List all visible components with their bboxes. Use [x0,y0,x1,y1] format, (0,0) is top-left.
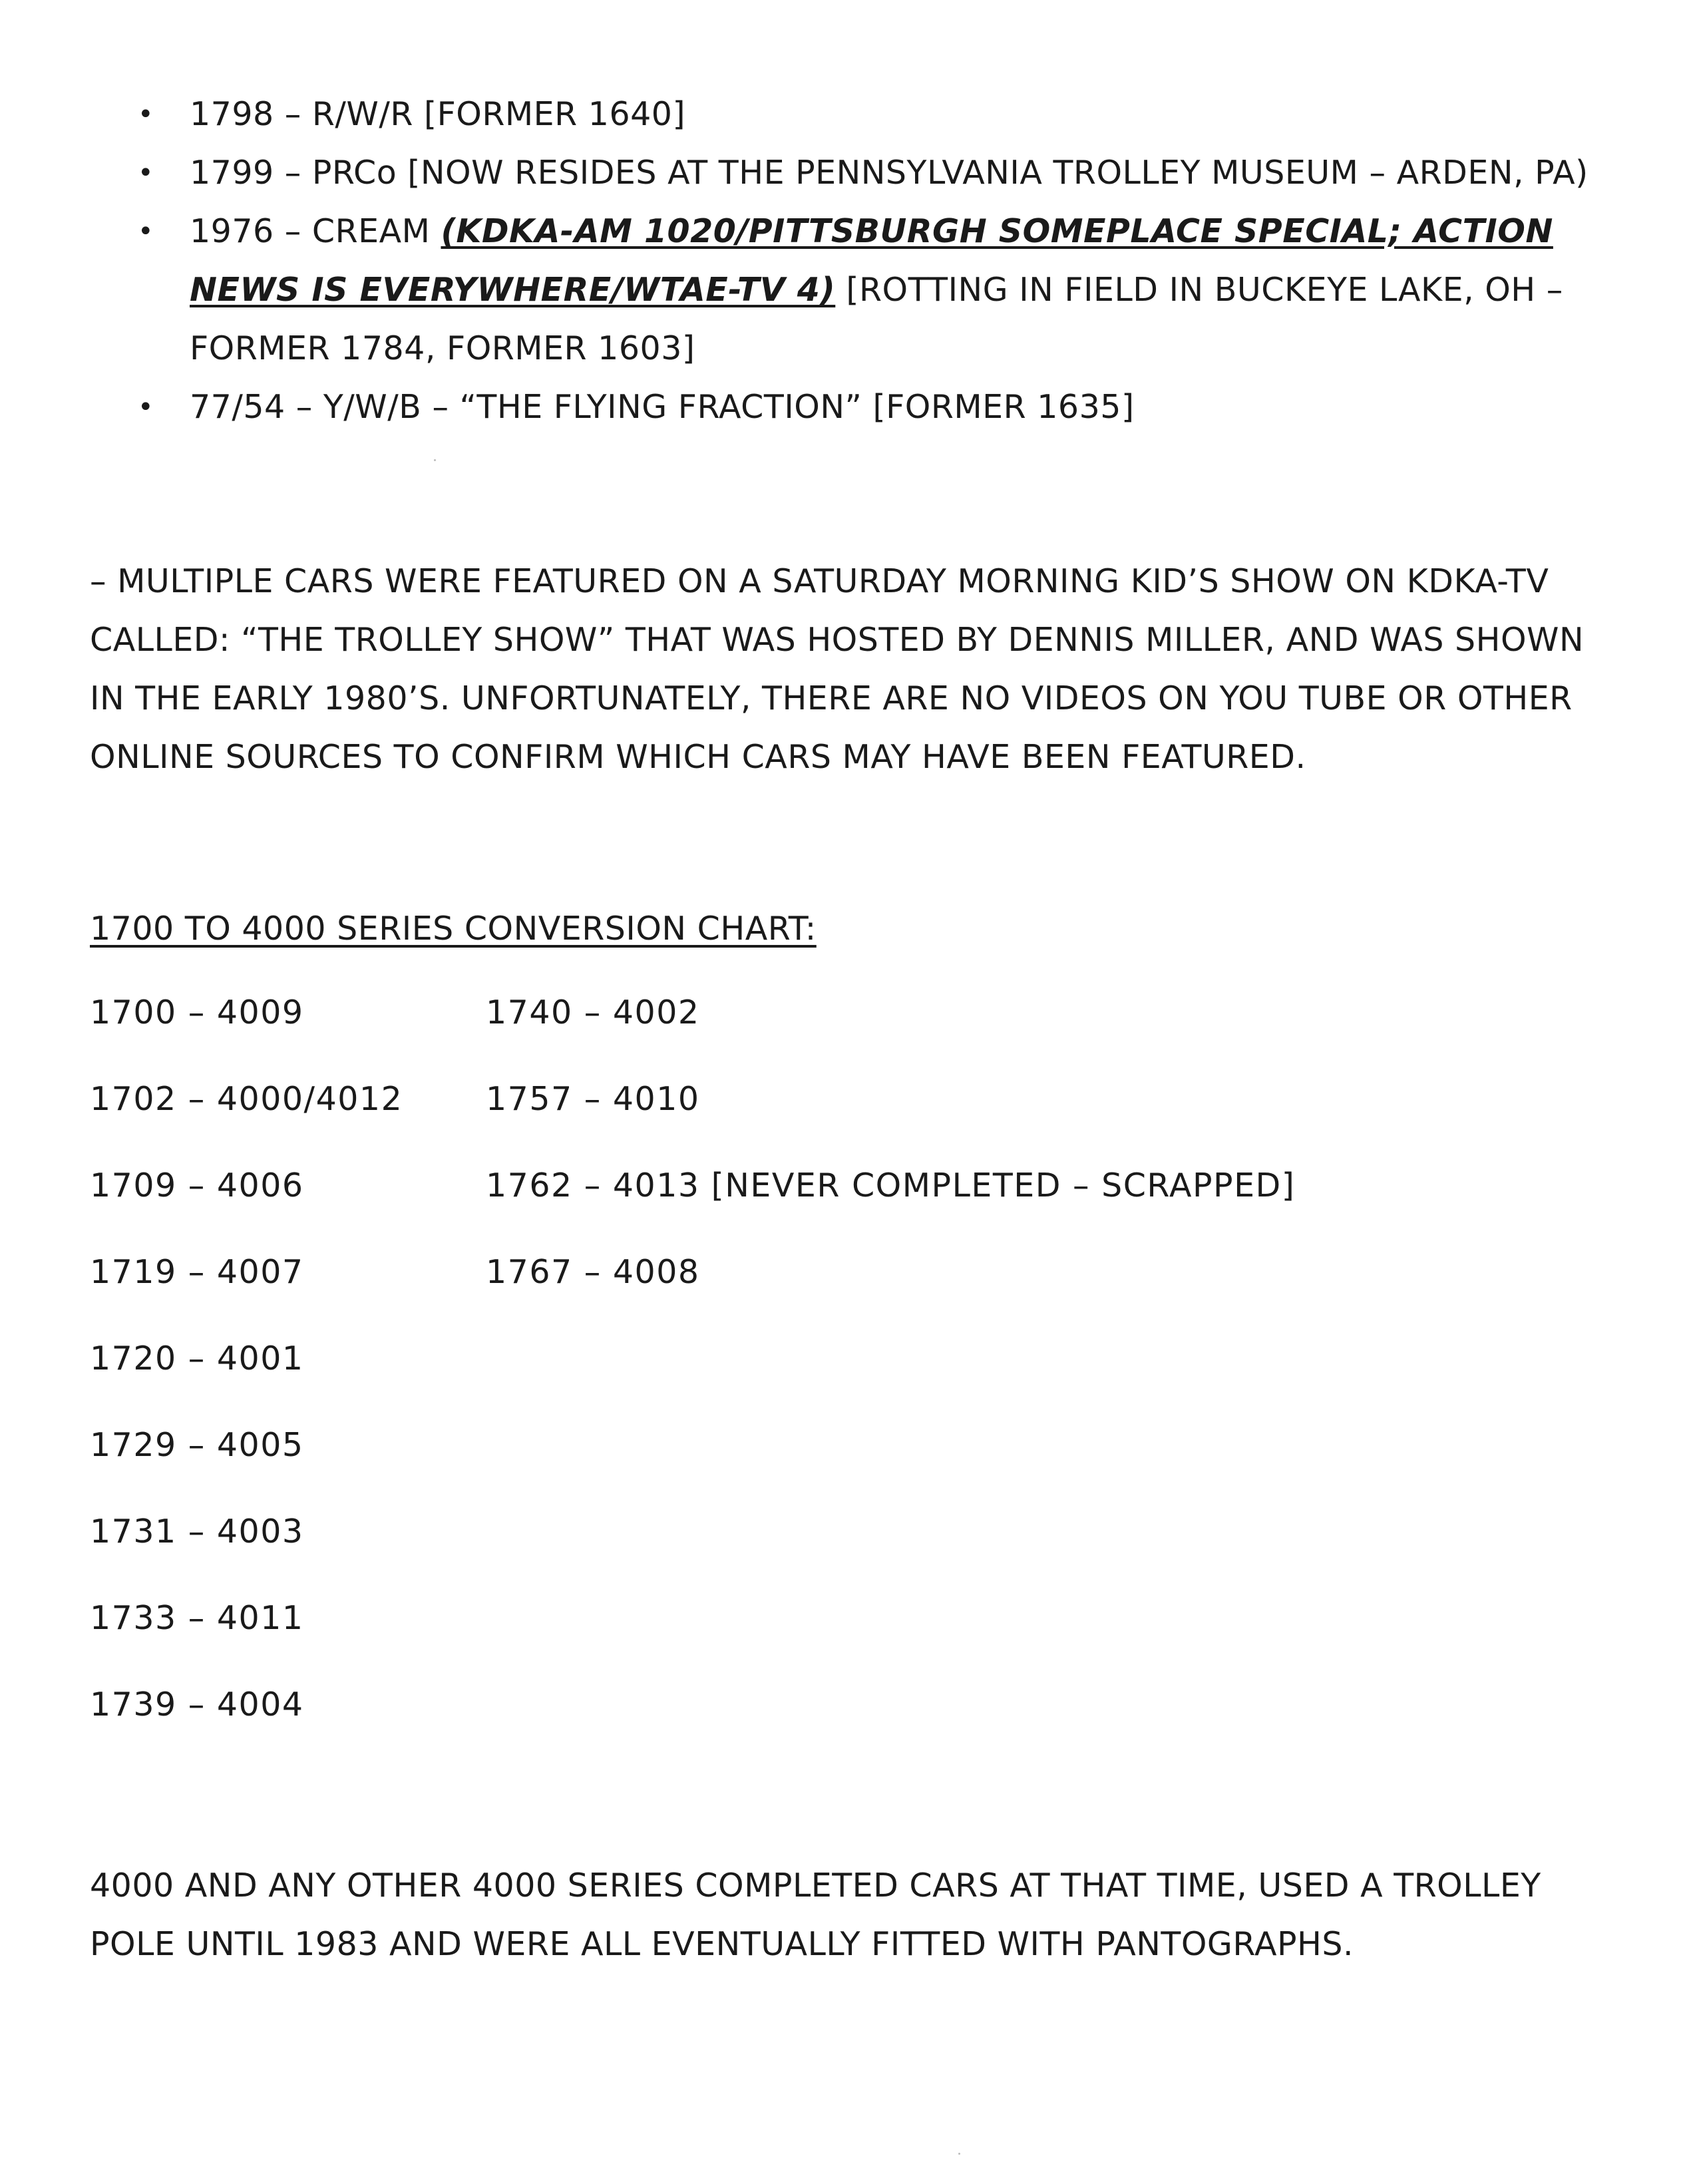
bullet-marker: • [138,99,154,130]
conversion-entry: 1719 – 4007 [90,1253,304,1291]
conversion-entry: 1731 – 4003 [90,1513,304,1550]
conversion-entry: 1702 – 4000/4012 [90,1080,403,1118]
bullet-text: 1976 – CREAM [190,212,441,250]
scan-speck [958,2153,960,2155]
conversion-entry: 1767 – 4008 [486,1253,700,1291]
conversion-entry: 1720 – 4001 [90,1340,304,1377]
conversion-chart-title: 1700 TO 4000 SERIES CONVERSION CHART: [90,910,817,948]
bullet-text: [ROTTING IN FIELD IN BUCKEYE LAKE, OH – FORMER 1784, FORMER 1603] [190,271,1563,367]
car-bullet-list [130,85,1594,437]
bullet-text: 1798 – R/W/R [FORMER 1640] [190,95,686,133]
car-bullet-item [130,378,1594,437]
car-bullet-item [130,202,1594,378]
bullet-marker: • [138,392,154,423]
car-bullet-item [130,85,1594,144]
scan-speck [434,459,436,461]
bullet-marker: • [138,216,154,247]
conversion-entry: 1739 – 4004 [90,1686,304,1724]
bullet-text: 77/54 – Y/W/B – “THE FLYING FRACTION” [FORMER 1635] [190,388,1135,426]
conversion-entry: 1729 – 4005 [90,1426,304,1464]
bullet-text: 1799 – PRCo [NOW RESIDES AT THE PENNSYLVANIA TROLLEY MUSEUM – ARDEN, PA) [190,154,1589,192]
closing-paragraph: 4000 AND ANY OTHER 4000 SERIES COMPLETED CARS AT THAT TIME, USED A TROLLEY POLE UNTIL 1983 AND WERE ALL EVENTUALLY FITTED WITH PANTOGRAPHS. [90,1867,1541,1963]
conversion-entry: 1757 – 4010 [486,1080,700,1118]
bullet-emphasis-text: (KDKA-AM 1020/PITTSBURGH SOMEPLACE SPECIAL; ACTION NEWS IS EVERYWHERE/WTAE-TV 4) [190,212,1553,309]
bullet-marker: • [138,158,154,188]
note-paragraph: – MULTIPLE CARS WERE FEATURED ON A SATURDAY MORNING KID’S SHOW ON KDKA-TV CALLED: “THE TROLLEY SHOW” THAT WAS HOSTED BY DENNIS MILLER, AND WAS SHOWN IN THE EARLY 1980’S. UNFORTUNATELY, THERE ARE NO VIDEOS ON YOU TUBE OR OTHER ONLINE SOURCES TO CONFIRM WHICH CARS MAY HAVE BEEN FEATURED. [90,562,1585,776]
conversion-right-column [486,984,1295,1330]
conversion-entry: 1700 – 4009 [90,994,304,1031]
conversion-left-column [90,984,403,1762]
conversion-entry: 1709 – 4006 [90,1167,304,1204]
car-bullet-item [130,144,1594,202]
conversion-entry: 1733 – 4011 [90,1599,304,1637]
conversion-entry: 1762 – 4013 [NEVER COMPLETED – SCRAPPED] [486,1167,1296,1204]
conversion-entry: 1740 – 4002 [486,994,700,1031]
